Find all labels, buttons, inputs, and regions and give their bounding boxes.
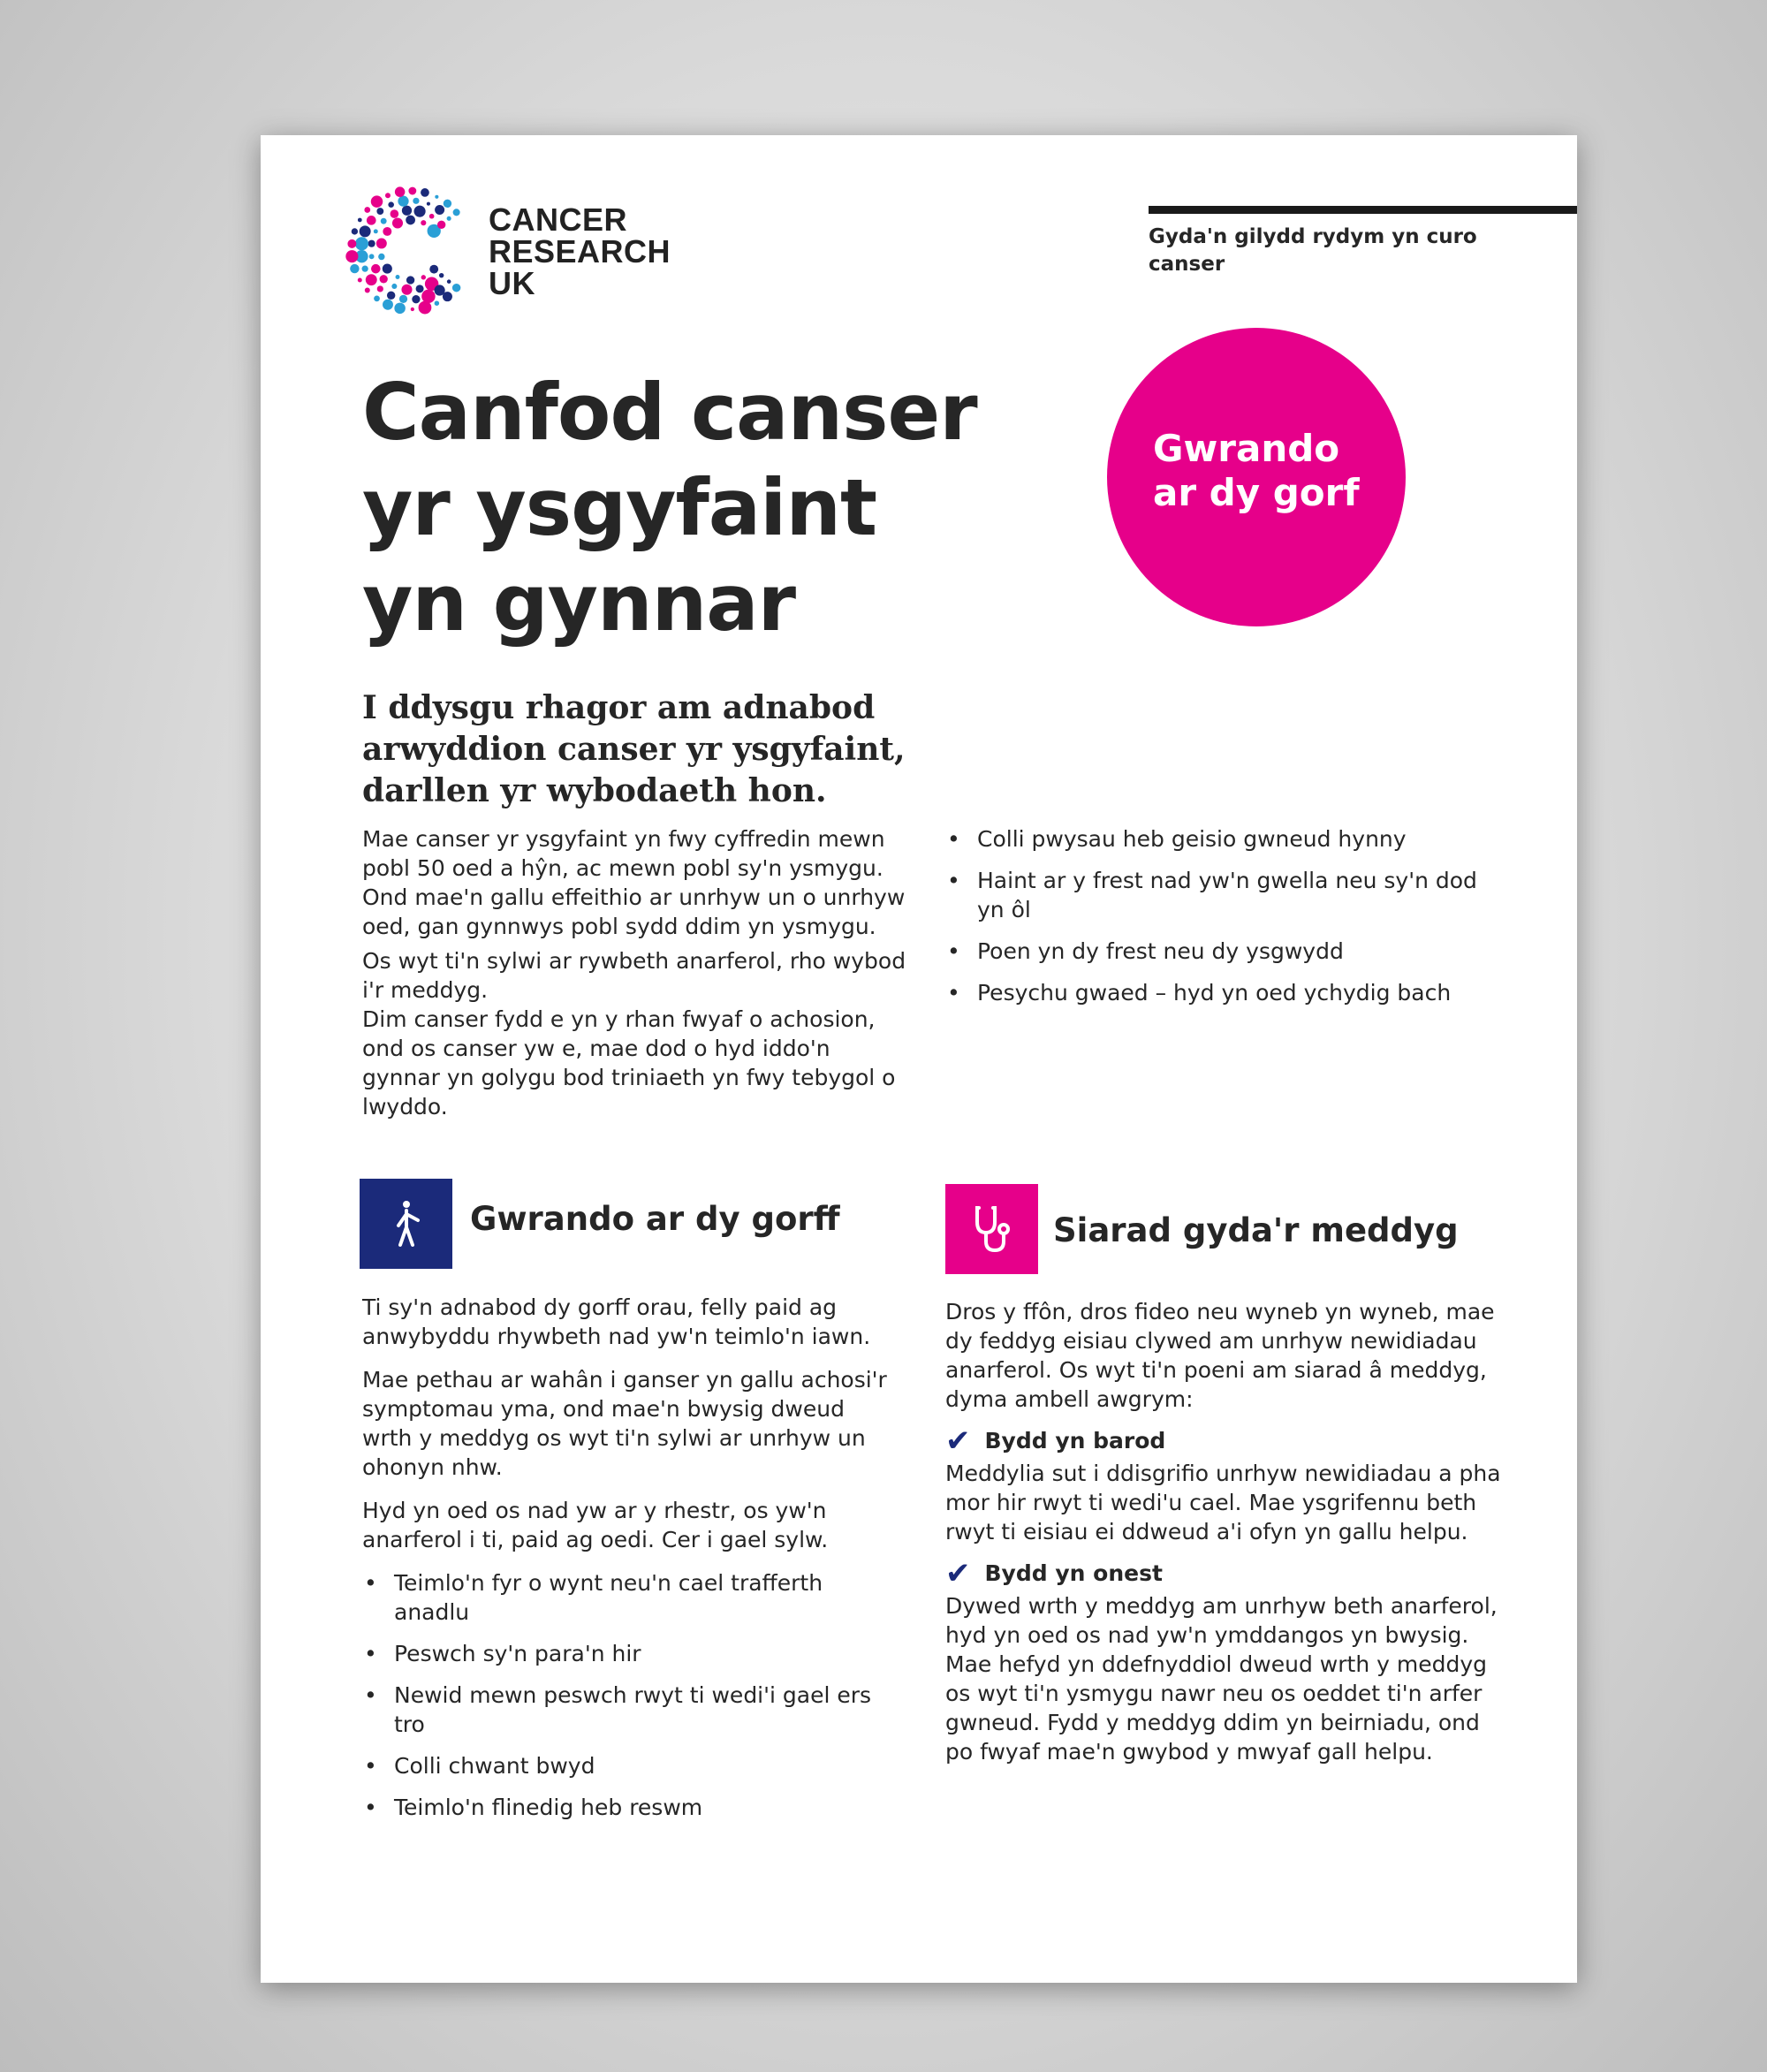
logo-dot: [421, 188, 429, 197]
tip-title: Bydd yn onest: [984, 1560, 1163, 1586]
logo-dot: [447, 279, 451, 284]
logo-dot: [383, 227, 391, 236]
logo-dot: [413, 198, 419, 204]
logo-dot: [352, 228, 358, 234]
logo-dot: [394, 303, 405, 314]
list-item: • Colli chwant bwyd: [362, 1751, 892, 1780]
tip-heading: [945, 1423, 1511, 1459]
logo-dot: [435, 195, 438, 199]
paragraph: Dim canser fydd e yn y rhan fwyaf o achosion, ond os canser yw e, mae dod o hyd iddo'n gynnar yn golygu bod triniaeth yn fwy tebygol o lwyddo.: [362, 1006, 896, 1119]
paragraph: Mae pethau ar wahân i ganser yn gallu achosi'r symptomau yma, ond mae'n bwysig dweud wrth y meddyg os wyt ti'n sylwi ar unrhyw un ohonyn nhw.: [362, 1367, 887, 1480]
intro-text: [362, 824, 910, 1127]
list-item: • Haint ar y frest nad yw'n gwella neu sy'n dod yn ôl: [945, 866, 1493, 924]
logo-dot: [355, 237, 368, 250]
logo-dot: [435, 205, 444, 215]
logo-dot: [391, 284, 397, 289]
logo-dot: [366, 274, 377, 285]
logo-dot: [444, 200, 451, 208]
body-section: [362, 1293, 892, 1834]
logo-line: CANCER: [489, 201, 628, 238]
logo-dot: [406, 216, 415, 225]
symptom-list: [945, 824, 1493, 1020]
logo-dot: [385, 193, 391, 198]
logo-dot: [383, 264, 392, 274]
list-item: • Teimlo'n flinedig heb reswm: [362, 1793, 892, 1822]
logo-dot: [439, 273, 444, 277]
logo-dot: [358, 218, 362, 223]
logo-dot: [399, 295, 407, 303]
logo-dot: [362, 266, 368, 272]
logo-dot: [414, 206, 426, 217]
logo-dot: [371, 195, 383, 207]
logo-dot: [419, 301, 432, 315]
logo-dot: [411, 307, 414, 311]
logo-dot: [358, 278, 362, 283]
checkmark-icon: ✔: [945, 1555, 971, 1591]
checkmark-icon: ✔: [945, 1423, 971, 1459]
logo-dot: [380, 275, 388, 283]
logo-dot: [378, 254, 384, 260]
list-item: • Poen yn dy frest neu dy ysgwydd: [945, 937, 1493, 966]
logo-dot: [376, 208, 383, 215]
cancer-research-uk-logo-icon: [345, 184, 477, 316]
logo-dot: [435, 300, 440, 306]
leaflet-page: [261, 135, 1577, 1983]
list-item: • Newid mewn peswch rwyt ti wedi'i gael ers tro: [362, 1681, 892, 1739]
logo-dot: [447, 216, 451, 221]
logo-dot: [402, 206, 412, 216]
paragraph: Meddylia sut i ddisgrifio unrhyw newidiadau a pha mor hir rwyt ti wedi'u cael. Mae ysgrifennu beth rwyt ti eisiau ei ddweud a'i ofyn yn gallu helpu.: [945, 1461, 1501, 1545]
logo-dot: [421, 290, 435, 303]
subtitle: I ddysgu rhagor am adnabod arwyddion canser yr ysgyfaint, darllen yr wybodaeth hon.: [362, 689, 906, 809]
list-item: • Pesychu gwaed – hyd yn oed ychydig bach: [945, 978, 1493, 1007]
list-item: • Colli pwysau heb geisio gwneud hynny: [945, 824, 1493, 854]
logo-dot: [388, 201, 394, 208]
walking-person-icon: [360, 1179, 452, 1269]
logo-dot: [383, 300, 393, 310]
logo-dot: [347, 239, 356, 248]
logo-line: UK: [489, 265, 535, 301]
logo-dot: [371, 264, 381, 274]
logo-dot: [437, 221, 445, 229]
logo-dot: [377, 285, 383, 292]
logo-dot: [374, 295, 380, 301]
logo-dot: [395, 186, 405, 196]
logo-dot: [367, 216, 376, 225]
divider: [1149, 206, 1577, 214]
paragraph: Dros y ffôn, dros fideo neu wyneb yn wyneb, mae dy feddyg eisiau clywed am unrhyw newidiadau anarferol. Os wyt ti'n poeni am siarad â meddyg, dyma ambell awgrym:: [945, 1299, 1495, 1412]
logo-line: RESEARCH: [489, 233, 671, 269]
logo-dot: [396, 275, 400, 279]
paragraph: Ti sy'n adnabod dy gorff orau, felly paid ag anwybyddu rhywbeth nad yw'n teimlo'n iawn.: [362, 1294, 871, 1349]
section-heading: Gwrando ar dy gorff: [470, 1200, 840, 1238]
list-item: • Peswch sy'n para'n hir: [362, 1639, 892, 1668]
logo-dot: [365, 287, 370, 292]
logo-dot: [406, 276, 414, 284]
logo-dot: [412, 295, 420, 303]
tip-heading: [945, 1555, 1511, 1591]
paragraph: Mae canser yr ysgyfaint yn fwy cyffredin mewn pobl 50 oed a hŷn, ac mewn pobl sy'n ysmygu. Ond mae'n gallu effeithio ar unrhyw un o unrhyw oed, gan gynnwys pobl sydd ddim yn ysmygu.: [362, 826, 906, 939]
logo-dot: [443, 292, 452, 301]
logo-dot: [360, 225, 371, 237]
logo-text: [489, 201, 671, 301]
paragraph: Dywed wrth y meddyg am unrhyw beth anarferol, hyd yn oed os nad yw'n ymddangos yn bwysig. Mae hefyd yn ddefnyddiol dweud wrth y meddyg os wyt ti'n ysmygu nawr neu os oeddet ti'n arfer gwneud. Fydd y meddyg ddim yn beirniadu, ond po fwyaf mae'n gwybod y mwyaf gall helpu.: [945, 1593, 1498, 1765]
logo-dot: [427, 202, 430, 206]
logo-dot: [401, 285, 412, 295]
logo-dot: [421, 220, 426, 225]
doctor-section: [945, 1297, 1511, 1772]
logo-dot: [376, 239, 387, 249]
list-item: • Teimlo'n fyr o wynt neu'n cael trafferth anadlu: [362, 1568, 892, 1627]
logo-dot: [369, 254, 375, 259]
logo-dot: [453, 209, 460, 216]
logo-dot: [374, 229, 378, 233]
logo-dot: [350, 264, 359, 273]
tagline: Gyda'n gilydd rydym yn curo canser: [1149, 225, 1477, 276]
section-heading: Siarad gyda'r meddyg: [1053, 1211, 1459, 1249]
logo-dot: [345, 250, 358, 262]
logo-dot: [429, 214, 435, 219]
stethoscope-icon: [945, 1184, 1038, 1274]
logo-dot: [391, 209, 399, 218]
logo-dot: [398, 196, 408, 207]
paragraph: Hyd yn oed os nad yw ar y rhestr, os yw'n anarferol i ti, paid ag oedi. Cer i gael sylw.: [362, 1498, 829, 1552]
logo-dot: [364, 207, 370, 213]
logo-dot: [421, 275, 426, 279]
logo-dot: [368, 240, 375, 247]
symptom-list: [362, 1568, 892, 1822]
paragraph: Os wyt ti'n sylwi ar rywbeth anarferol, rho wybod i'r meddyg.: [362, 948, 906, 1003]
badge-text: Gwrando ar dy gorf: [1153, 427, 1360, 514]
logo-dot: [408, 187, 416, 195]
logo-dot: [392, 217, 403, 228]
logo-dot: [387, 292, 395, 300]
page-title: Canfod canser yr ysgyfaint yn gynnar: [362, 367, 977, 649]
logo-dot: [381, 218, 387, 224]
logo-dot: [429, 265, 438, 274]
logo-dot: [452, 284, 460, 292]
logo-dot: [416, 285, 424, 292]
tip-title: Bydd yn barod: [984, 1428, 1166, 1453]
